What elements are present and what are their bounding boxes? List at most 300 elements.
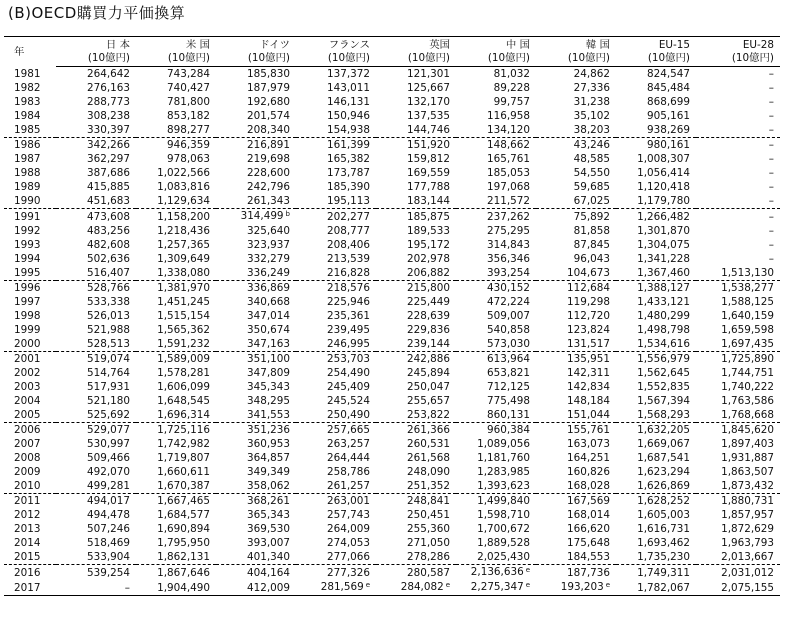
year-cell: 1996 <box>14 282 41 294</box>
cell-value: 151,044 <box>567 409 610 421</box>
value-cell <box>296 394 376 408</box>
cell-value: 347,809 <box>247 367 290 379</box>
cell-value: 347,014 <box>247 310 290 322</box>
value-cell <box>296 252 376 266</box>
table-row <box>4 366 780 380</box>
value-cell <box>616 565 696 581</box>
cell-value: 208,777 <box>327 225 370 237</box>
table-header <box>4 37 780 67</box>
value-cell <box>616 309 696 323</box>
value-cell <box>536 252 616 266</box>
value-cell <box>376 166 456 180</box>
cell-value: 509,466 <box>87 452 130 464</box>
cell-value: 494,017 <box>87 495 130 507</box>
value-cell <box>376 394 456 408</box>
value-cell <box>216 238 296 252</box>
cell-value: 1,669,067 <box>637 438 690 450</box>
value-cell <box>376 380 456 394</box>
value-cell <box>616 437 696 451</box>
cell-value: 1,499,840 <box>477 495 530 507</box>
cell-value: 1,598,710 <box>477 509 530 521</box>
cell-value: 1,388,127 <box>637 282 690 294</box>
cell-value: 483,256 <box>87 225 130 237</box>
value-cell <box>296 323 376 337</box>
cell-value: 264,009 <box>327 523 370 535</box>
value-cell <box>56 479 136 494</box>
cell-value: 255,657 <box>407 395 450 407</box>
table-row <box>4 109 780 123</box>
value-cell <box>56 138 136 153</box>
cell-value: 216,828 <box>327 267 370 279</box>
value-cell <box>456 465 536 479</box>
cell-value: 1,862,131 <box>157 551 210 563</box>
year-cell: 1999 <box>14 324 41 336</box>
cell-value: 980,161 <box>647 139 690 151</box>
value-cell <box>456 194 536 209</box>
value-cell <box>216 109 296 123</box>
value-cell <box>696 352 780 367</box>
cell-value: 167,569 <box>567 495 610 507</box>
cell-value: 192,680 <box>247 96 290 108</box>
cell-value: 1,393,623 <box>477 480 530 492</box>
value-cell <box>616 394 696 408</box>
cell-value: 1,931,887 <box>721 452 774 464</box>
cell-value: 1,056,414 <box>637 167 690 179</box>
value-cell <box>136 380 216 394</box>
value-cell <box>376 194 456 209</box>
cell-value: 257,743 <box>327 509 370 521</box>
cell-value: 160,826 <box>567 466 610 478</box>
value-cell <box>616 266 696 281</box>
cell-value: 168,028 <box>567 480 610 492</box>
value-cell <box>216 123 296 138</box>
cell-value: 1,534,616 <box>637 338 690 350</box>
value-cell <box>376 209 456 225</box>
cell-value: 81,032 <box>493 68 530 80</box>
value-cell <box>536 366 616 380</box>
cell-value: 1,567,394 <box>637 395 690 407</box>
value-cell <box>136 508 216 522</box>
column-header: 英国 <box>376 37 456 53</box>
cell-value: 148,662 <box>487 139 530 151</box>
cell-value: 173,787 <box>327 167 370 179</box>
cell-value: 277,326 <box>327 566 370 579</box>
value-cell <box>536 81 616 95</box>
cell-value: 54,550 <box>573 167 610 179</box>
year-cell: 1994 <box>14 253 41 265</box>
cell-value: 1,897,403 <box>721 438 774 450</box>
value-cell <box>616 337 696 352</box>
cell-value: 225,449 <box>407 296 450 308</box>
value-cell <box>376 152 456 166</box>
year-cell: 1997 <box>14 296 41 308</box>
table-row <box>4 494 780 509</box>
cell-value: 189,533 <box>407 225 450 237</box>
cell-value: 137,535 <box>407 110 450 122</box>
value-cell <box>296 451 376 465</box>
value-cell <box>456 252 536 266</box>
cell-value: 121,301 <box>407 68 450 80</box>
value-cell <box>536 479 616 494</box>
value-cell <box>56 465 136 479</box>
table-row <box>4 152 780 166</box>
value-cell <box>616 408 696 423</box>
value-cell <box>616 494 696 509</box>
footnote-mark: e <box>365 581 370 589</box>
value-cell <box>216 309 296 323</box>
value-cell <box>376 81 456 95</box>
value-cell <box>376 465 456 479</box>
cell-value: 67,025 <box>573 195 610 207</box>
value-cell <box>456 238 536 252</box>
footnote-mark: e <box>525 581 530 589</box>
cell-value: 112,684 <box>567 282 610 294</box>
cell-value: 284,082 <box>400 581 444 593</box>
cell-value: 336,869 <box>247 282 290 294</box>
cell-value: 868,699 <box>647 96 690 108</box>
value-cell <box>696 138 780 153</box>
year-cell: 1987 <box>14 153 41 165</box>
value-cell <box>456 423 536 438</box>
table-row <box>4 95 780 109</box>
value-cell <box>216 508 296 522</box>
cell-value: 264,642 <box>87 68 130 80</box>
cell-value: 1,782,067 <box>637 581 690 594</box>
cell-value: 1,640,159 <box>721 310 774 322</box>
cell-value: 1,266,482 <box>637 210 690 223</box>
value-cell <box>536 352 616 367</box>
cell-value: 161,399 <box>327 139 370 151</box>
year-cell: 1993 <box>14 239 41 251</box>
cell-value: 208,406 <box>327 239 370 251</box>
value-cell <box>136 408 216 423</box>
cell-value: 134,120 <box>487 124 530 136</box>
value-cell <box>376 238 456 252</box>
cell-value: 368,261 <box>247 495 290 507</box>
value-cell <box>616 352 696 367</box>
value-cell <box>56 536 136 550</box>
value-cell <box>536 565 616 581</box>
cell-value: 1,367,460 <box>637 267 690 279</box>
year-cell: 1981 <box>14 67 41 80</box>
cell-value: 281,569 <box>320 581 364 593</box>
cell-value: – <box>768 167 774 179</box>
cell-value: 202,978 <box>407 253 450 265</box>
cell-value: 253,822 <box>407 409 450 421</box>
cell-value: 1,588,125 <box>721 296 774 308</box>
cell-value: 229,836 <box>407 324 450 336</box>
cell-value: 1,687,541 <box>637 452 690 464</box>
value-cell <box>536 138 616 153</box>
value-cell <box>616 465 696 479</box>
value-cell <box>56 352 136 367</box>
cell-value: 1,568,293 <box>637 409 690 421</box>
cell-value: 225,946 <box>327 296 370 308</box>
value-cell <box>616 152 696 166</box>
cell-value: 860,131 <box>487 409 530 421</box>
value-cell <box>216 252 296 266</box>
value-cell <box>456 580 536 596</box>
value-cell <box>296 209 376 225</box>
value-cell <box>56 394 136 408</box>
cell-value: 258,786 <box>327 466 370 478</box>
value-cell <box>136 580 216 596</box>
cell-value: 239,495 <box>327 324 370 336</box>
value-cell <box>536 323 616 337</box>
value-cell <box>376 281 456 296</box>
value-cell <box>136 266 216 281</box>
year-cell: 1998 <box>14 310 41 322</box>
year-cell: 2006 <box>14 424 41 436</box>
value-cell <box>456 536 536 550</box>
cell-value: 87,845 <box>573 239 610 251</box>
cell-value: 533,904 <box>87 551 130 563</box>
value-cell <box>296 180 376 194</box>
cell-value: 1,591,232 <box>157 338 210 350</box>
column-header: 日 本 <box>56 37 136 53</box>
value-cell <box>696 437 780 451</box>
value-cell <box>296 238 376 252</box>
value-cell <box>696 180 780 194</box>
cell-value: 362,297 <box>87 153 130 165</box>
value-cell <box>56 295 136 309</box>
cell-value: 348,295 <box>247 395 290 407</box>
cell-value: 350,674 <box>247 324 290 336</box>
column-header: 米 国 <box>136 37 216 53</box>
table-row <box>4 194 780 209</box>
value-cell <box>536 408 616 423</box>
column-unit: (10億円) <box>456 52 536 67</box>
value-cell <box>696 224 780 238</box>
cell-value: 264,444 <box>327 452 370 464</box>
value-cell <box>56 123 136 138</box>
value-cell <box>216 580 296 596</box>
value-cell <box>56 580 136 596</box>
value-cell <box>296 408 376 423</box>
cell-value: 1,129,634 <box>157 195 210 207</box>
cell-value: 1,735,230 <box>637 551 690 563</box>
year-cell: 1986 <box>14 139 41 151</box>
value-cell <box>296 423 376 438</box>
table-row <box>4 238 780 252</box>
value-cell <box>216 81 296 95</box>
value-cell <box>56 565 136 581</box>
cell-value: 2,025,430 <box>477 551 530 563</box>
cell-value: 1,513,130 <box>721 267 774 279</box>
table-row <box>4 536 780 550</box>
cell-value: 250,451 <box>407 509 450 521</box>
cell-value: 1,697,435 <box>721 338 774 350</box>
cell-value: 261,257 <box>327 480 370 492</box>
cell-value: 137,372 <box>327 68 370 80</box>
table-row <box>4 323 780 337</box>
cell-value: 261,343 <box>247 195 290 207</box>
value-cell <box>376 309 456 323</box>
cell-value: 123,824 <box>567 324 610 336</box>
value-cell <box>56 423 136 438</box>
value-cell <box>536 194 616 209</box>
ppp-table <box>4 36 780 596</box>
value-cell <box>536 67 616 82</box>
value-cell <box>456 180 536 194</box>
value-cell <box>216 423 296 438</box>
cell-value: 781,800 <box>167 96 210 108</box>
cell-value: 712,125 <box>487 381 530 393</box>
cell-value: 898,277 <box>167 124 210 136</box>
cell-value: 165,761 <box>487 153 530 165</box>
cell-value: 255,360 <box>407 523 450 535</box>
year-cell: 1982 <box>14 82 41 94</box>
value-cell <box>56 437 136 451</box>
cell-value: 521,988 <box>87 324 130 336</box>
value-cell <box>696 152 780 166</box>
value-cell <box>296 479 376 494</box>
value-cell <box>456 394 536 408</box>
cell-value: 119,298 <box>567 296 610 308</box>
table-row <box>4 224 780 238</box>
cell-value: 517,931 <box>87 381 130 393</box>
value-cell <box>136 423 216 438</box>
value-cell <box>216 266 296 281</box>
cell-value: – <box>768 253 774 265</box>
value-cell <box>456 366 536 380</box>
cell-value: 276,163 <box>87 82 130 94</box>
value-cell <box>456 95 536 109</box>
value-cell <box>136 109 216 123</box>
value-cell <box>376 479 456 494</box>
cell-value: 75,892 <box>573 210 610 223</box>
cell-value: 1,301,870 <box>637 225 690 237</box>
year-cell: 2003 <box>14 381 41 393</box>
cell-value: 404,164 <box>247 566 290 579</box>
value-cell <box>696 337 780 352</box>
value-cell <box>216 166 296 180</box>
value-cell <box>136 67 216 82</box>
cell-value: 1,179,780 <box>637 195 690 207</box>
value-cell <box>616 550 696 565</box>
cell-value: 1,605,003 <box>637 509 690 521</box>
year-cell: 2014 <box>14 537 41 549</box>
cell-value: 1,538,277 <box>721 282 774 294</box>
cell-value: 482,608 <box>87 239 130 251</box>
year-cell: 2005 <box>4 408 56 423</box>
value-cell <box>696 536 780 550</box>
cell-value: – <box>124 581 130 594</box>
value-cell <box>216 67 296 82</box>
year-cell: 2010 <box>4 479 56 494</box>
value-cell <box>456 522 536 536</box>
value-cell <box>696 580 780 596</box>
column-header: フランス <box>296 37 376 53</box>
cell-value: 509,007 <box>487 310 530 322</box>
cell-value: 59,685 <box>573 181 610 193</box>
value-cell <box>56 109 136 123</box>
column-unit: (10億円) <box>616 52 696 67</box>
value-cell <box>616 194 696 209</box>
value-cell <box>136 437 216 451</box>
value-cell <box>456 138 536 153</box>
value-cell <box>136 295 216 309</box>
value-cell <box>536 465 616 479</box>
value-cell <box>56 366 136 380</box>
value-cell <box>216 394 296 408</box>
cell-value: 195,113 <box>327 195 370 207</box>
cell-value: – <box>768 110 774 122</box>
year-cell: 1989 <box>14 181 41 193</box>
value-cell <box>616 67 696 82</box>
cell-value: 393,007 <box>247 537 290 549</box>
value-cell <box>136 224 216 238</box>
value-cell <box>536 180 616 194</box>
value-cell <box>696 565 780 581</box>
value-cell <box>216 494 296 509</box>
cell-value: 412,009 <box>247 581 290 594</box>
value-cell <box>56 451 136 465</box>
value-cell <box>376 580 456 596</box>
value-cell <box>696 479 780 494</box>
cell-value: 253,703 <box>327 353 370 365</box>
value-cell <box>536 95 616 109</box>
value-cell <box>136 180 216 194</box>
cell-value: 325,640 <box>247 225 290 237</box>
value-cell <box>136 536 216 550</box>
cell-value: 451,683 <box>87 195 130 207</box>
cell-value: – <box>768 68 774 80</box>
cell-value: 336,249 <box>247 267 290 279</box>
cell-value: 184,553 <box>567 551 610 563</box>
value-cell <box>456 494 536 509</box>
cell-value: 261,568 <box>407 452 450 464</box>
cell-value: 1,381,970 <box>157 282 210 294</box>
cell-value: 248,090 <box>407 466 450 478</box>
cell-value: 1,606,099 <box>157 381 210 393</box>
cell-value: 132,170 <box>407 96 450 108</box>
cell-value: 228,639 <box>407 310 450 322</box>
cell-value: 185,830 <box>247 68 290 80</box>
cell-value: 263,001 <box>327 495 370 507</box>
column-header: ドイツ <box>216 37 296 53</box>
value-cell <box>216 138 296 153</box>
cell-value: 1,628,252 <box>637 495 690 507</box>
value-cell <box>456 323 536 337</box>
cell-value: 358,062 <box>247 480 290 492</box>
cell-value: 135,951 <box>567 353 610 365</box>
cell-value: 1,089,056 <box>477 438 530 450</box>
cell-value: 2,075,155 <box>721 581 774 594</box>
value-cell <box>616 252 696 266</box>
table-row <box>4 380 780 394</box>
value-cell <box>376 295 456 309</box>
value-cell <box>376 323 456 337</box>
value-cell <box>136 565 216 581</box>
value-cell <box>216 295 296 309</box>
value-cell <box>536 266 616 281</box>
cell-value: 1,616,731 <box>637 523 690 535</box>
cell-value: 1,626,869 <box>637 480 690 492</box>
value-cell <box>56 380 136 394</box>
cell-value: 978,063 <box>167 153 210 165</box>
value-cell <box>296 380 376 394</box>
cell-value: 250,490 <box>327 409 370 421</box>
value-cell <box>56 166 136 180</box>
cell-value: 530,997 <box>87 438 130 450</box>
cell-value: 1,283,985 <box>477 466 530 478</box>
cell-value: 349,349 <box>247 466 290 478</box>
value-cell <box>696 522 780 536</box>
cell-value: – <box>768 96 774 108</box>
value-cell <box>136 95 216 109</box>
cell-value: 187,736 <box>567 566 610 579</box>
